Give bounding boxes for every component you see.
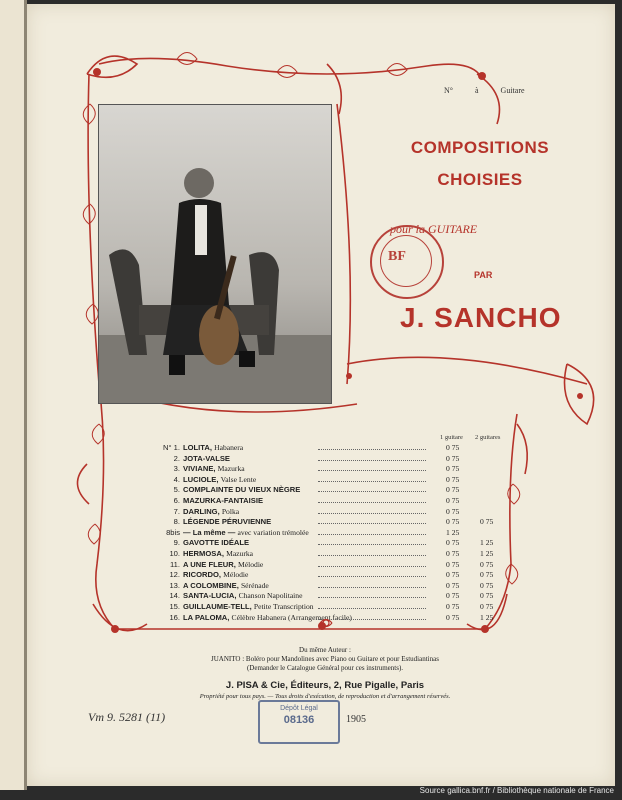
piece-row [158,581,518,592]
piece-number: 2. [173,453,180,463]
piece-title: RICORDO, [183,570,221,580]
piece-row [158,517,518,528]
piece-title: LÉGENDE PÉRUVIENNE [183,517,272,527]
title-line2: CHOISIES [437,170,523,189]
piece-row [158,602,518,613]
piece-row [158,549,518,560]
a-label: à [474,86,479,95]
library-stamp-text: BF [388,249,406,264]
price-2-guitars: 1 25 [480,612,494,622]
du-meme-auteur: Du même Auteur : [299,646,351,654]
leader-dots [318,523,426,524]
leader-dots [318,460,426,461]
piece-row [158,528,518,539]
piece-title: A UNE FLEUR, [183,559,236,569]
piece-number: 13. [169,580,180,590]
piece-number: 11. [170,559,180,569]
piece-number: 10. [169,548,180,558]
subtitle: pour la GUITARE [390,222,478,236]
piece-row [158,443,518,454]
piece-title: LOLITA, [183,443,212,452]
piece-number: 8. [173,517,180,527]
piece-row [158,485,518,496]
piece-subtitle: Mélodie [238,559,264,569]
price-1-guitar: 0 75 [446,453,460,463]
price-1-guitar: 0 75 [446,506,460,516]
price-1-guitar: 0 75 [446,464,460,474]
leader-dots [318,587,426,588]
price-1-guitar: 0 75 [446,591,460,601]
price-1-guitar: 0 75 [446,517,460,527]
library-stamp [370,225,444,299]
piece-number: 9. [173,538,180,548]
piece-number: 4. [173,474,180,484]
price-1-guitar: 0 75 [446,580,460,590]
depot-legal-label: Dépôt Légal [280,705,318,712]
piece-row [158,496,518,507]
piece-subtitle: Chanson Napolitaine [238,591,303,601]
price-2-guitars: 1 25 [480,538,494,548]
rights-line: Propriété pour tous pays. — Tous droits d'exécution, de reproduction et d'arrangement réservés. [199,693,451,700]
book-spine [0,0,25,790]
price-2-guitars: 0 75 [480,559,494,569]
price-1-guitar: 0 75 [446,443,460,452]
piece-title: LA PALOMA, [183,612,230,622]
composer-photo [98,104,332,404]
piece-number: 3. [173,464,180,474]
piece-number: 8bis [166,527,180,537]
piece-title: LUCIOLE, [183,474,219,484]
piece-list [158,443,518,623]
piece-title: VIVIANE, [183,464,216,474]
piece-title: DARLING, [183,506,220,516]
piece-title: — La même — [183,527,236,537]
piece-subtitle: Polka [221,506,240,516]
piece-number: 14. [169,591,180,601]
piece-title: MAZURKA-FANTAISIE [183,495,264,505]
par-label: PAR [474,270,493,280]
leader-dots [318,470,426,471]
leader-dots [318,566,426,567]
price-2-guitars: 0 75 [480,601,494,611]
price-1-guitar: 0 75 [446,538,460,548]
piece-subtitle: Sérénade [240,580,269,590]
column-header-2-guitars: 2 guitares [475,434,501,441]
piece-subtitle: avec variation trémolée [237,527,309,537]
piece-number: N° 1. [163,443,180,452]
price-1-guitar: 0 75 [446,570,460,580]
piece-row [158,613,518,624]
piece-subtitle: Mazurka [217,464,245,474]
piece-subtitle: Célèbre Habanera (Arrangement facile) [231,612,352,622]
piece-row [158,538,518,549]
price-1-guitar: 0 75 [446,474,460,484]
leader-dots [318,481,426,482]
price-1-guitar: 0 75 [446,495,460,505]
leader-dots [318,513,426,514]
piece-subtitle: Mazurka [226,548,254,558]
price-1-guitar: 1 25 [446,527,460,537]
leader-dots [318,534,426,535]
piece-row [158,591,518,602]
leader-dots [318,608,426,609]
no-label: N° [444,86,453,95]
piece-title: JOTA-VALSE [183,453,230,463]
piece-row [158,475,518,486]
piece-subtitle: Valse Lente [220,474,257,484]
piece-row [158,570,518,581]
price-1-guitar: 0 75 [446,601,460,611]
piece-number: 16. [169,612,180,622]
source-credit: Source gallica.bnf.fr / Bibliothèque nationale de France [419,786,614,795]
piece-number: 7. [173,506,180,516]
leader-dots [318,619,426,620]
piece-title: SANTA-LUCIA, [183,591,237,601]
title-line1: COMPOSITIONS [410,138,550,157]
year-mark: 1905 [346,714,366,725]
depot-legal-number: 08136 [283,714,315,726]
handwritten-shelfmark: Vm 9. 5281 (11) [88,710,166,724]
piece-title: A COLOMBINE, [183,580,239,590]
price-1-guitar: 0 75 [446,612,460,622]
piece-number: 12. [169,570,180,580]
piece-number: 6. [173,495,180,505]
price-2-guitars: 0 75 [480,591,494,601]
price-1-guitar: 0 75 [446,485,460,495]
piece-row [158,464,518,475]
depot-legal-stamp [258,700,340,744]
piece-row [158,507,518,518]
piece-row [158,560,518,571]
leader-dots [318,576,426,577]
price-2-guitars: 0 75 [480,580,494,590]
composer-name: J. SANCHO [400,302,562,333]
instrument-label: Guitare [500,86,525,95]
catalogue-line: (Demander le Catalogue Général pour ces instruments). [246,664,404,672]
price-1-guitar: 0 75 [446,548,460,558]
column-header-1-guitar: 1 guitare [440,434,463,441]
leader-dots [318,449,426,450]
piece-title: GUILLAUME-TELL, [183,601,252,611]
flower-ornament-icon [318,616,334,630]
price-2-guitars: 1 25 [480,548,494,558]
publisher-line: J. PISA & Cie, Éditeurs, 2, Rue Pigalle, Paris [225,680,425,691]
leader-dots [318,502,426,503]
price-2-guitars: 0 75 [480,517,494,527]
piece-subtitle: Mélodie [223,570,249,580]
juanito-line: JUANITO : Boléro pour Mandolines avec Piano ou Guitare et pour Estudiantinas [211,655,439,663]
composer-portrait-image [99,105,331,403]
piece-number: 15. [169,601,180,611]
price-1-guitar: 0 75 [446,559,460,569]
piece-number: 5. [173,485,180,495]
price-2-guitars: 0 75 [480,570,494,580]
piece-title: HERMOSA, [183,548,224,558]
leader-dots [318,491,426,492]
piece-title: GAVOTTE IDÉALE [183,538,250,548]
piece-row [158,454,518,465]
piece-subtitle: Petite Transcription [253,601,314,611]
piece-title: COMPLAINTE DU VIEUX NÈGRE [183,485,301,495]
piece-subtitle: Habanera [214,443,244,452]
leader-dots [318,544,426,545]
leader-dots [318,597,426,598]
leader-dots [318,555,426,556]
header-meta [444,86,525,95]
